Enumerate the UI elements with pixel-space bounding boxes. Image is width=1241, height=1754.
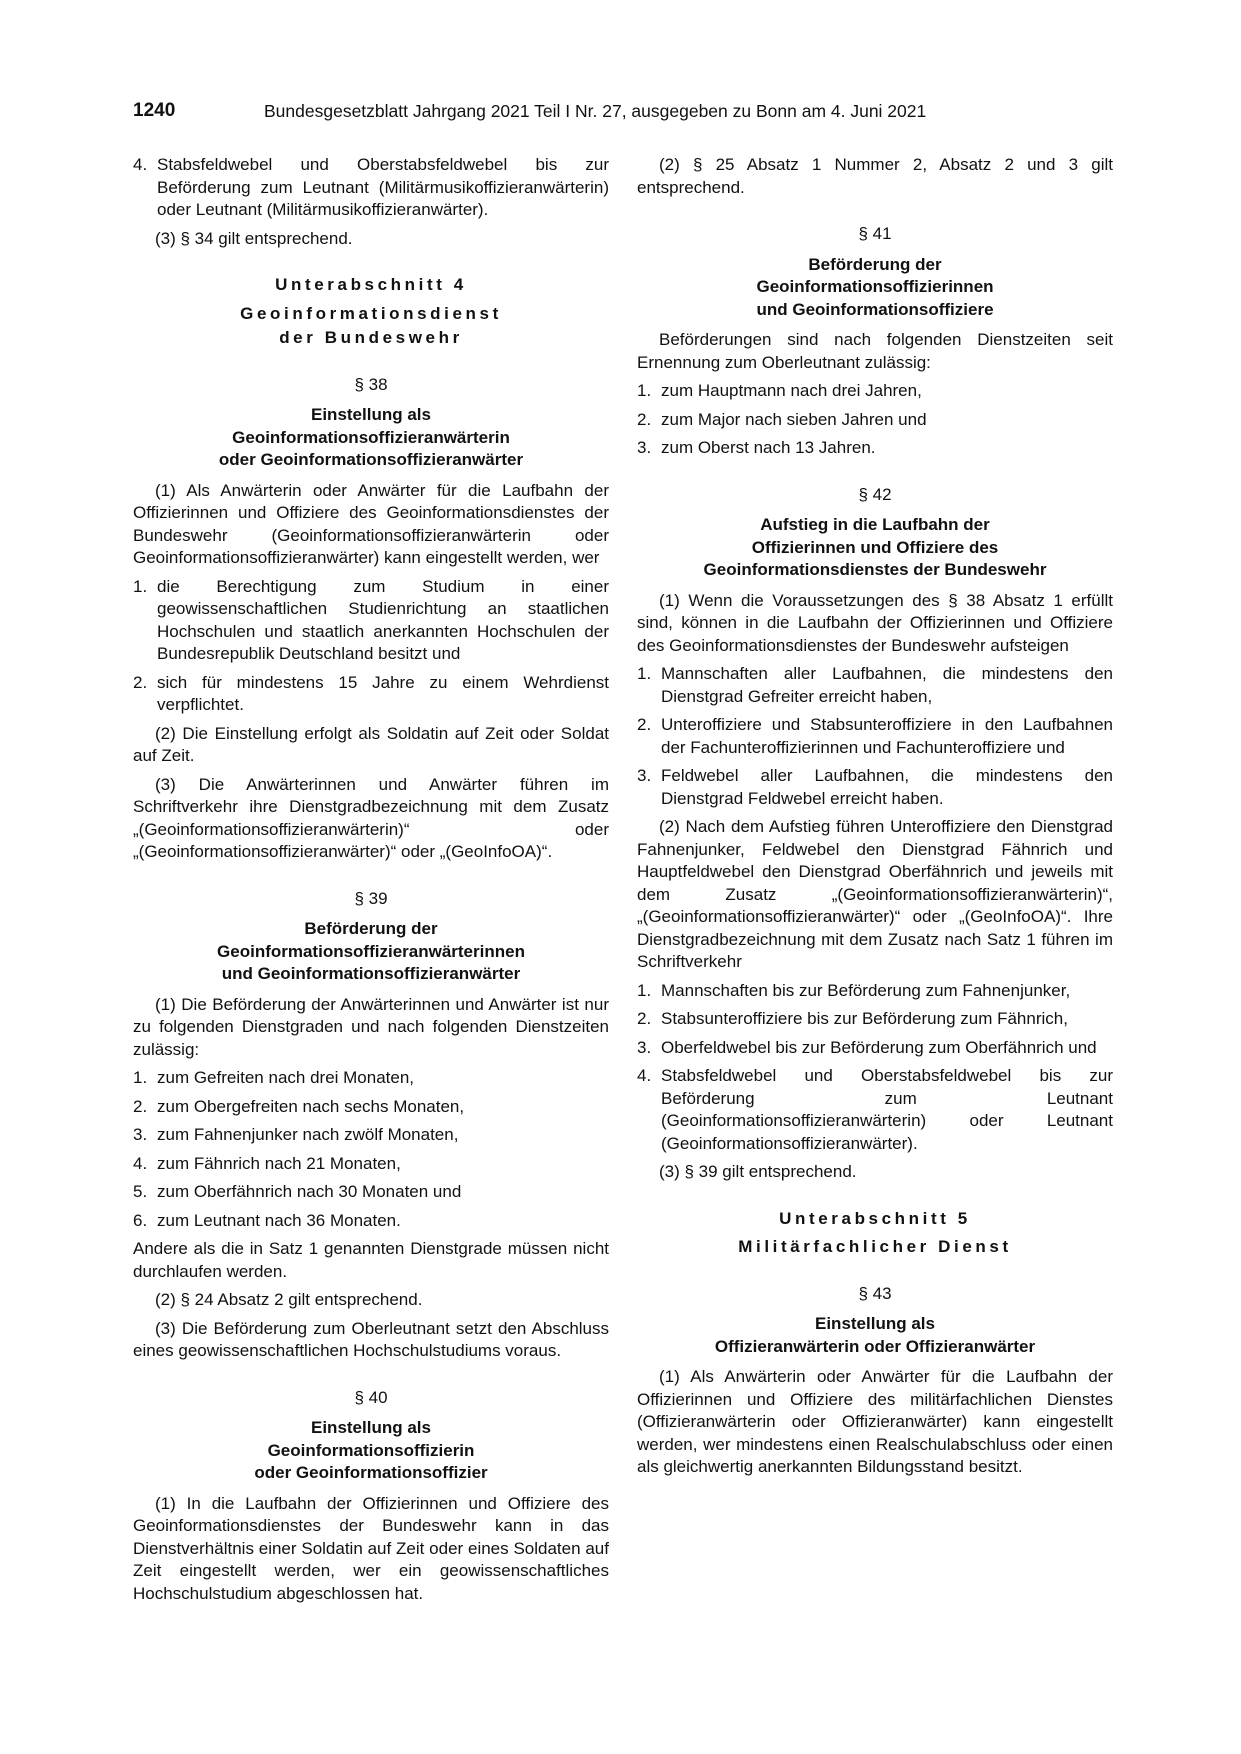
list-item: 3. Oberfeldwebel bis zur Beförderung zum Oberfähnrich und — [637, 1037, 1097, 1057]
paragraph: (2) Die Einstellung erfolgt als Soldatin auf Zeit oder Soldat auf Zeit. — [133, 723, 609, 765]
subsection-label: Unterabschnitt 5 — [779, 1208, 971, 1228]
section-title: Beförderung der Geoinformationsoffizieranwärterinnen und Geoinformationsoffizieranwärter — [217, 919, 525, 983]
list-item: 4. Stabsfeldwebel und Oberstabsfeldwebel bis zur Beförderung zum Leutnant (Militärmusikoffizieranwärterin) oder Leutnant (Militärmusikoffizieranwärter). — [133, 155, 609, 219]
list-item: 4. Stabsfeldwebel und Oberstabsfeldwebel bis zur Beförderung zum Leutnant (Geoinformationsoffizieranwärterin) oder Leutnant (Geoinformationsoffizieranwärter). — [637, 1066, 1113, 1153]
section-title: Einstellung als Offizieranwärterin oder Offizieranwärter — [714, 1314, 1036, 1356]
left-column — [133, 154, 609, 1611]
right-column — [637, 154, 1113, 1485]
paragraph: Andere als die in Satz 1 genannten Dienstgrade müssen nicht durchlaufen werden. — [133, 1239, 609, 1281]
section-number: § 42 — [858, 484, 892, 504]
paragraph: (2) § 24 Absatz 2 gilt entsprechend. — [155, 1290, 423, 1309]
subsection-title: der Bundeswehr — [279, 328, 463, 347]
list-item: 4. zum Fähnrich nach 21 Monaten, — [133, 1153, 401, 1173]
paragraph: (1) In die Laufbahn der Offizierinnen und Offiziere des Geoinformationsdienstes der Bundeswehr kann in das Dienstverhältnis einer Soldatin auf Zeit oder eines Soldaten auf Zeit eingestellt werden, wer ein geowissenschaftliches Hochschulstudium abgeschlossen hat. — [133, 1493, 609, 1603]
gazette-title: Bundesgesetzblatt Jahrgang 2021 Teil I Nr. 27, ausgegeben zu Bonn am 4. Juni 2021 — [264, 101, 927, 121]
section-title: Beförderung der Geoinformationsoffizierinnen und Geoinformationsoffiziere — [756, 254, 994, 319]
section-number: § 41 — [858, 224, 892, 243]
list-item: 2. sich für mindestens 15 Jahre zu einem Wehrdienst verpflichtet. — [133, 672, 609, 714]
subsection-title: Militärfachlicher Dienst — [738, 1237, 1012, 1256]
paragraph: Beförderungen sind nach folgenden Dienstzeiten seit Ernennung zum Oberleutnant zulässig: — [637, 330, 1113, 372]
paragraph: (2) § 25 Absatz 1 Nummer 2, Absatz 2 und 3 gilt entsprechend. — [637, 155, 1113, 197]
list-item: 1. die Berechtigung zum Studium in einer geowissenschaftlichen Studienrichtung an staatlichen Hochschulen und staatlich anerkannten Hochschulen der Bundesrepublik Deutschland besitzt und — [133, 576, 609, 663]
list-item: 2. zum Obergefreiten nach sechs Monaten, — [133, 1096, 465, 1116]
list-item: 3. Feldwebel aller Laufbahnen, die mindestens den Dienstgrad Feldwebel erreicht haben. — [637, 766, 1113, 808]
list-item: 6. zum Leutnant nach 36 Monaten. — [133, 1210, 401, 1230]
section-number: § 39 — [354, 888, 388, 908]
paragraph: (2) Nach dem Aufstieg führen Unteroffiziere den Dienstgrad Fahnenjunker, Feldwebel den Dienstgrad Fähnrich und Hauptfeldwebel den Dienstgrad Oberfähnrich und jeweils mit dem Zusatz „(Geoinformationsoffizieranwärterin)“, „(Geoinformationsoffizieranwärter)“ oder „(GeoInfoOA)“. Ihre Dienstgradbezeichnung mit dem Zusatz nach Satz 1 führen im Schriftverkehr — [637, 817, 1113, 971]
paragraph: (1) Als Anwärterin oder Anwärter für die Laufbahn der Offizierinnen und Offiziere des militärfachlichen Dienstes (Offizieranwärterin oder Offizieranwärter) kann eingestellt werden, wer mindestens einen Realschulabschluss oder einen als gleichwertig anerkannten Bildungsstand besitzt. — [637, 1367, 1113, 1476]
list-item: 1. zum Hauptmann nach drei Jahren, — [637, 381, 922, 400]
page-header — [133, 100, 1113, 126]
section-title: Einstellung als Geoinformationsoffizierin oder Geoinformationsoffizier — [254, 1418, 488, 1482]
section-number: § 38 — [354, 374, 388, 394]
list-item: 2. zum Major nach sieben Jahren und — [637, 409, 927, 429]
paragraph: (3) § 39 gilt entsprechend. — [659, 1162, 857, 1181]
list-item: 5. zum Oberfähnrich nach 30 Monaten und — [133, 1182, 462, 1201]
paragraph: (3) Die Beförderung zum Oberleutnant setzt den Abschluss eines geowissenschaftlichen Hochschulstudiums voraus. — [133, 1318, 609, 1360]
subsection-title: Geoinformationsdienst — [240, 303, 502, 323]
list-item: 3. zum Oberst nach 13 Jahren. — [637, 438, 876, 457]
section-title: Aufstieg in die Laufbahn der Offizierinnen und Offiziere des Geoinformationsdienstes der Bundeswehr — [703, 515, 1047, 579]
paragraph: (3) Die Anwärterinnen und Anwärter führen im Schriftverkehr ihre Dienstgradbezeichnung mit dem Zusatz „(Geoinformationsoffizieranwärterin)“ oder „(Geoinformationsoffizieranwärter)“ oder „(GeoInfoOA)“. — [133, 774, 609, 861]
paragraph: (3) § 34 gilt entsprechend. — [155, 228, 353, 248]
paragraph: (1) Wenn die Voraussetzungen des § 38 Absatz 1 erfüllt sind, können in die Laufbahn der Offizierinnen und Offiziere des Geoinformationsdienstes der Bundeswehr aufsteigen — [637, 590, 1113, 655]
section-number: § 43 — [858, 1283, 892, 1303]
paragraph: (1) Die Beförderung der Anwärterinnen und Anwärter ist nur zu folgenden Dienstgraden und nach folgenden Dienstzeiten zulässig: — [133, 994, 609, 1059]
section-title: Einstellung als Geoinformationsoffizieranwärterin oder Geoinformationsoffizieranwärter — [218, 405, 524, 469]
list-item: 2. Unteroffiziere und Stabsunteroffiziere in den Laufbahnen der Fachunteroffizierinnen und Fachunteroffiziere und — [637, 715, 1113, 757]
list-item: 1. zum Gefreiten nach drei Monaten, — [133, 1068, 415, 1087]
page-number: 1240 — [133, 100, 176, 121]
list-item: 1. Mannschaften aller Laufbahnen, die mindestens den Dienstgrad Gefreiter erreicht haben, — [637, 664, 1113, 706]
paragraph: (1) Als Anwärterin oder Anwärter für die Laufbahn der Offizierinnen und Offiziere des Geoinformationsdienstes der Bundeswehr (Geoinformationsoffizieranwärterin oder Geoinformationsoffizieranwärter) kann eingestellt werden, wer — [133, 480, 609, 567]
list-item: 2. Stabsunteroffiziere bis zur Beförderung zum Fähnrich, — [637, 1009, 1068, 1028]
subsection-label: Unterabschnitt 4 — [275, 275, 467, 294]
section-number: § 40 — [354, 1387, 388, 1407]
list-item: 3. zum Fahnenjunker nach zwölf Monaten, — [133, 1125, 459, 1144]
list-item: 1. Mannschaften bis zur Beförderung zum Fahnenjunker, — [637, 980, 1071, 1000]
